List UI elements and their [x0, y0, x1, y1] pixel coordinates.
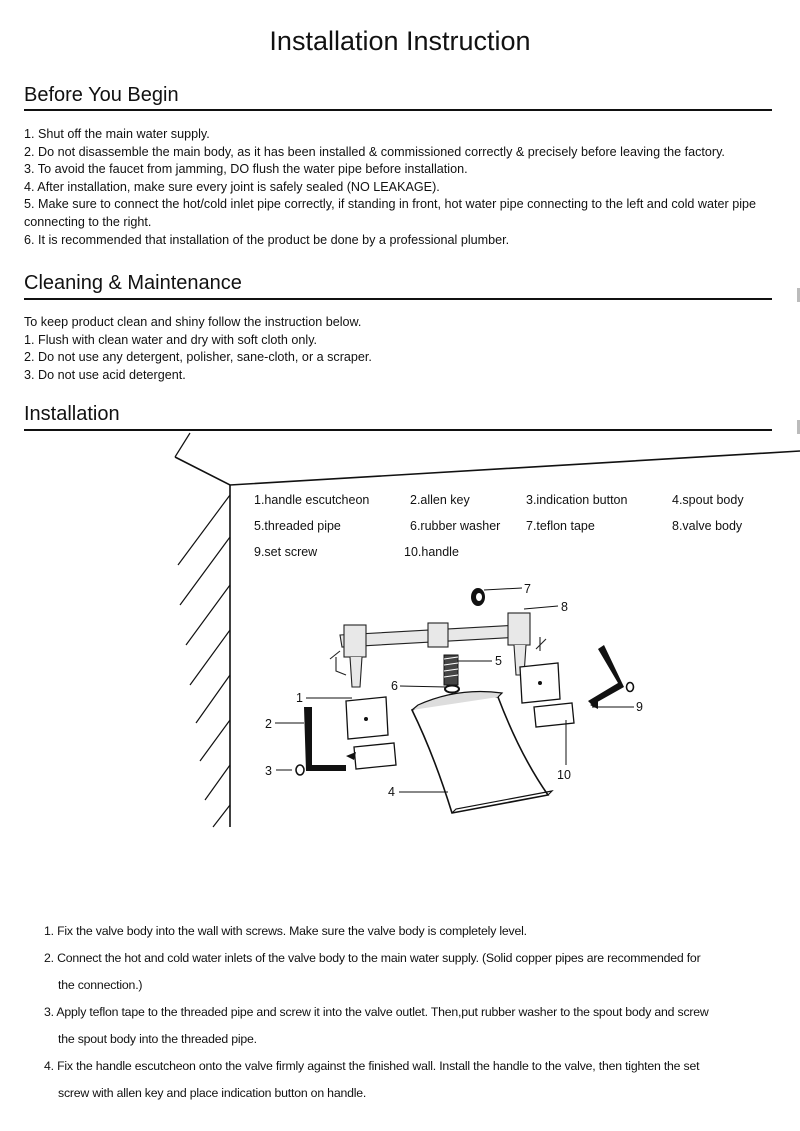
- escutcheon-hole: [364, 717, 368, 721]
- rubber-washer: [445, 686, 459, 693]
- section-heading-installation: Installation: [24, 403, 120, 425]
- set-screw-right: [627, 683, 634, 692]
- threaded-pipe: [444, 655, 458, 685]
- part-label: 3.indication button: [526, 493, 628, 507]
- before-item: 4. After installation, make sure every joint is safely sealed (NO LEAKAGE).: [24, 179, 440, 194]
- page-title: Installation Instruction: [269, 26, 531, 56]
- handle-left: [354, 743, 396, 769]
- cleaning-item: 3. Do not use acid detergent.: [24, 367, 186, 382]
- wall-corner-line: [175, 451, 800, 485]
- part-label: 8.valve body: [672, 519, 743, 533]
- step-item-continued: screw with allen key and place indication button on handle.: [58, 1086, 367, 1100]
- spout-body: [412, 692, 552, 814]
- callout-number: 1: [296, 691, 303, 705]
- valve-right-body: [508, 613, 530, 645]
- callout-number: 9: [636, 700, 643, 714]
- part-label: 6.rubber washer: [410, 519, 501, 533]
- escutcheon-hole: [538, 681, 542, 685]
- section-rule-cleaning: [24, 298, 772, 300]
- callout-number: 6: [391, 679, 398, 693]
- step-item-continued: the connection.): [58, 978, 143, 992]
- step-item: 1. Fix the valve body into the wall with screws. Make sure the valve body is completely level.: [44, 924, 527, 938]
- part-label: 9.set screw: [254, 545, 318, 559]
- allen-key-right: [588, 645, 624, 705]
- callout-number: 7: [524, 582, 531, 596]
- valve-left-stem: [350, 657, 362, 687]
- callout-number: 10: [557, 768, 571, 782]
- before-item: 5. Make sure to connect the hot/cold inlet pipe correctly, if standing in front, hot water pipe connecting to the left and cold water pipe connecting to the right.: [24, 197, 757, 229]
- callout-number: 8: [561, 600, 568, 614]
- step-item-continued: the spout body into the threaded pipe.: [58, 1032, 257, 1046]
- wall-hatching: [175, 433, 230, 827]
- callout-number: 3: [265, 764, 272, 778]
- valve-center-outlet: [428, 623, 448, 647]
- part-label: 7.teflon tape: [526, 519, 595, 533]
- step-item: 4. Fix the handle escutcheon onto the valve firmly against the finished wall. Install the handle to the valve, then tighten the set: [44, 1059, 700, 1073]
- cleaning-item: To keep product clean and shiny follow the instruction below.: [24, 315, 362, 329]
- allen-key-left: [304, 707, 346, 771]
- before-list: [24, 126, 776, 249]
- cleaning-item: 1. Flush with clean water and dry with soft cloth only.: [24, 332, 318, 347]
- part-label: 5.threaded pipe: [254, 519, 341, 533]
- callout-number: 4: [388, 785, 395, 799]
- step-item: 3. Apply teflon tape to the threaded pipe and screw it into the valve outlet. Then,put rubber washer to the spout body and screw: [44, 1005, 709, 1019]
- installation-steps: [44, 918, 779, 1107]
- before-item: 2. Do not disassemble the main body, as it has been installed & commissioned correctly & precisely before leaving the factory.: [24, 144, 725, 159]
- installation-diagram: [0, 425, 800, 925]
- before-item: 1. Shut off the main water supply.: [24, 127, 210, 141]
- part-label: 2.allen key: [410, 493, 470, 507]
- cleaning-list: [24, 314, 776, 384]
- section-rule-before: [24, 109, 772, 111]
- valve-left-body: [344, 625, 366, 657]
- section-heading-cleaning: Cleaning & Maintenance: [24, 272, 242, 294]
- part-label: 10.handle: [404, 545, 459, 559]
- set-screw-left: [296, 765, 304, 775]
- cleaning-item: 2. Do not use any detergent, polisher, sane-cloth, or a scraper.: [24, 350, 372, 365]
- handle-right: [534, 703, 574, 727]
- before-item: 3. To avoid the faucet from jamming, DO flush the water pipe before installation.: [24, 162, 468, 177]
- teflon-tape: [471, 588, 485, 606]
- callout-number: 5: [495, 654, 502, 668]
- before-item: 6. It is recommended that installation of the product be done by a professional plumber.: [24, 232, 510, 247]
- section-heading-before: Before You Begin: [24, 84, 179, 106]
- step-item: 2. Connect the hot and cold water inlets of the valve body to the main water supply. (Solid copper pipes are recommended for: [44, 951, 701, 965]
- part-label: 1.handle escutcheon: [254, 493, 370, 507]
- part-label: 4.spout body: [672, 493, 744, 507]
- callout-number: 2: [265, 717, 272, 731]
